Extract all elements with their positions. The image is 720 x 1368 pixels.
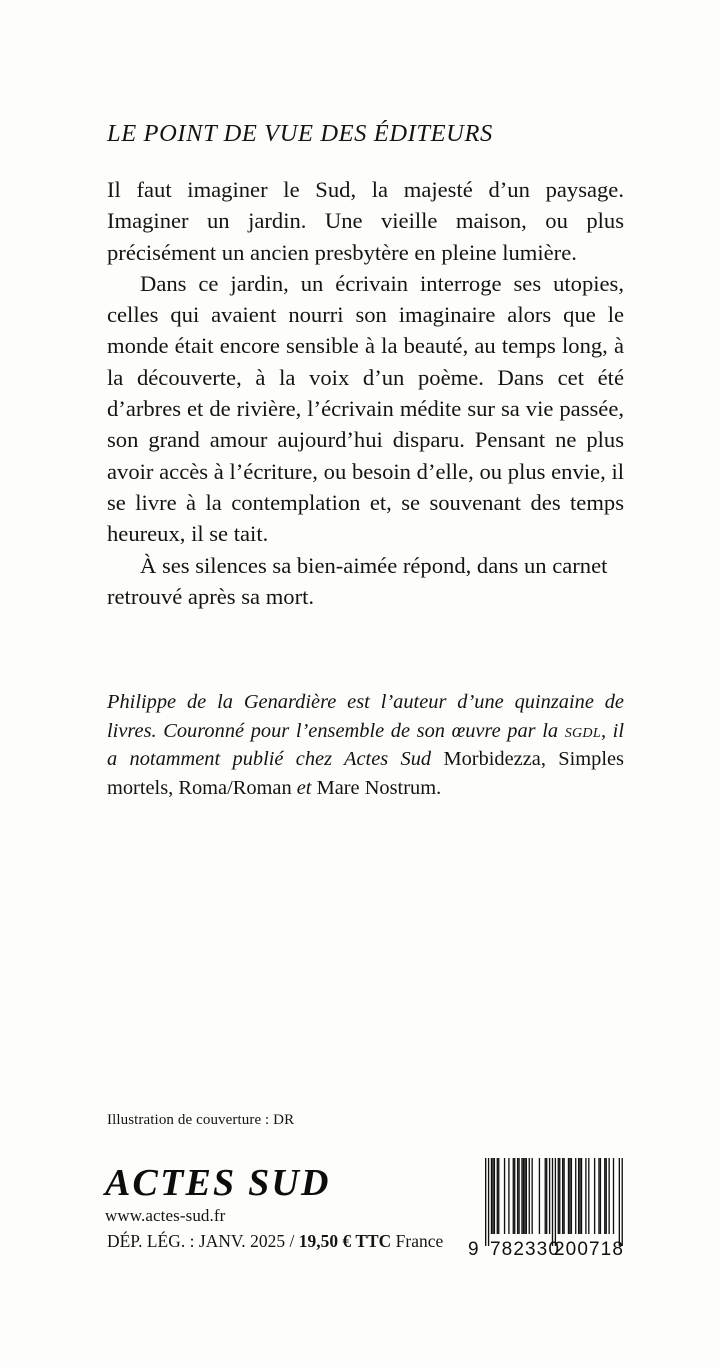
- book-title-simples-mortels: Simples mortels: [107, 748, 624, 799]
- blurb-paragraph: À ses silences sa bien-aimée répond, dans un carnet retrouvé après sa mort.: [107, 552, 608, 609]
- barcode-right-group: 200718: [554, 1239, 625, 1260]
- legal-deposit-price-line: [107, 1230, 443, 1252]
- title-conjunction: et: [291, 776, 317, 799]
- retail-price: 19,50 € TTC: [298, 1231, 392, 1251]
- price-region: France: [391, 1231, 444, 1251]
- book-title-mare-nostrum: Mare Nostrum: [316, 776, 437, 799]
- author-biography-paragraph: [107, 688, 624, 802]
- book-title-morbidezza: Morbidezza: [443, 748, 541, 771]
- author-society-acronym: sgdl: [564, 719, 601, 742]
- blurb-text-block: [107, 174, 624, 612]
- legal-deposit-date: DÉP. LÉG. : JANV. 2025 /: [107, 1231, 299, 1251]
- author-bio-lead-text: Philippe de la Genardière est l’auteur d’une quinzaine de livres. Couronné pour l’ensemble de son œuvre par la: [107, 691, 624, 742]
- barcode-left-group: 782330: [490, 1239, 561, 1260]
- title-separator: ,: [540, 748, 559, 771]
- blurb-paragraph: Il faut imaginer le Sud, la majesté d’un paysage. Imaginer un jardin. Une vieille maison, ou plus précisément un ancien presbytère en pleine lumière.: [107, 177, 624, 265]
- author-biography-note: [107, 688, 624, 802]
- actes-sud-logo: ACTES SUD: [105, 1162, 331, 1204]
- publisher-website-url[interactable]: www.actes-sud.fr: [105, 1206, 226, 1225]
- blurb-paragraph: Dans ce jardin, un écrivain interroge ses utopies, celles qui avaient nourri son imaginaire alors que le monde était encore sensible à la beauté, au temps long, à la découverte, à la voix d’un poème. Dans cet été d’arbres et de rivière, l’écrivain médite sur sa vie passée, son grand amour aujourd’hui disparu. Pensant ne plus avoir accès à l’écriture, ou besoin d’elle, ou plus envie, il se livre à la contemplation et, se souvenant des temps heureux, il se tait.: [107, 270, 624, 547]
- sentence-terminator: .: [436, 776, 442, 799]
- ean13-barcode: [466, 1156, 626, 1266]
- barcode-bars: [466, 1156, 626, 1266]
- author-bio-mid-text: , il a notamment publié chez Actes Sud: [107, 719, 624, 771]
- barcode-lead-digit: 9: [468, 1239, 479, 1260]
- book-title-roma-roman: Roma/Roman: [178, 776, 292, 799]
- publisher-imprint-block: [105, 1162, 435, 1226]
- editors-viewpoint-heading: LE POINT DE VUE DES ÉDITEURS: [107, 120, 493, 147]
- title-separator: ,: [168, 776, 179, 799]
- cover-illustration-credit: Illustration de couverture : DR: [107, 1112, 295, 1128]
